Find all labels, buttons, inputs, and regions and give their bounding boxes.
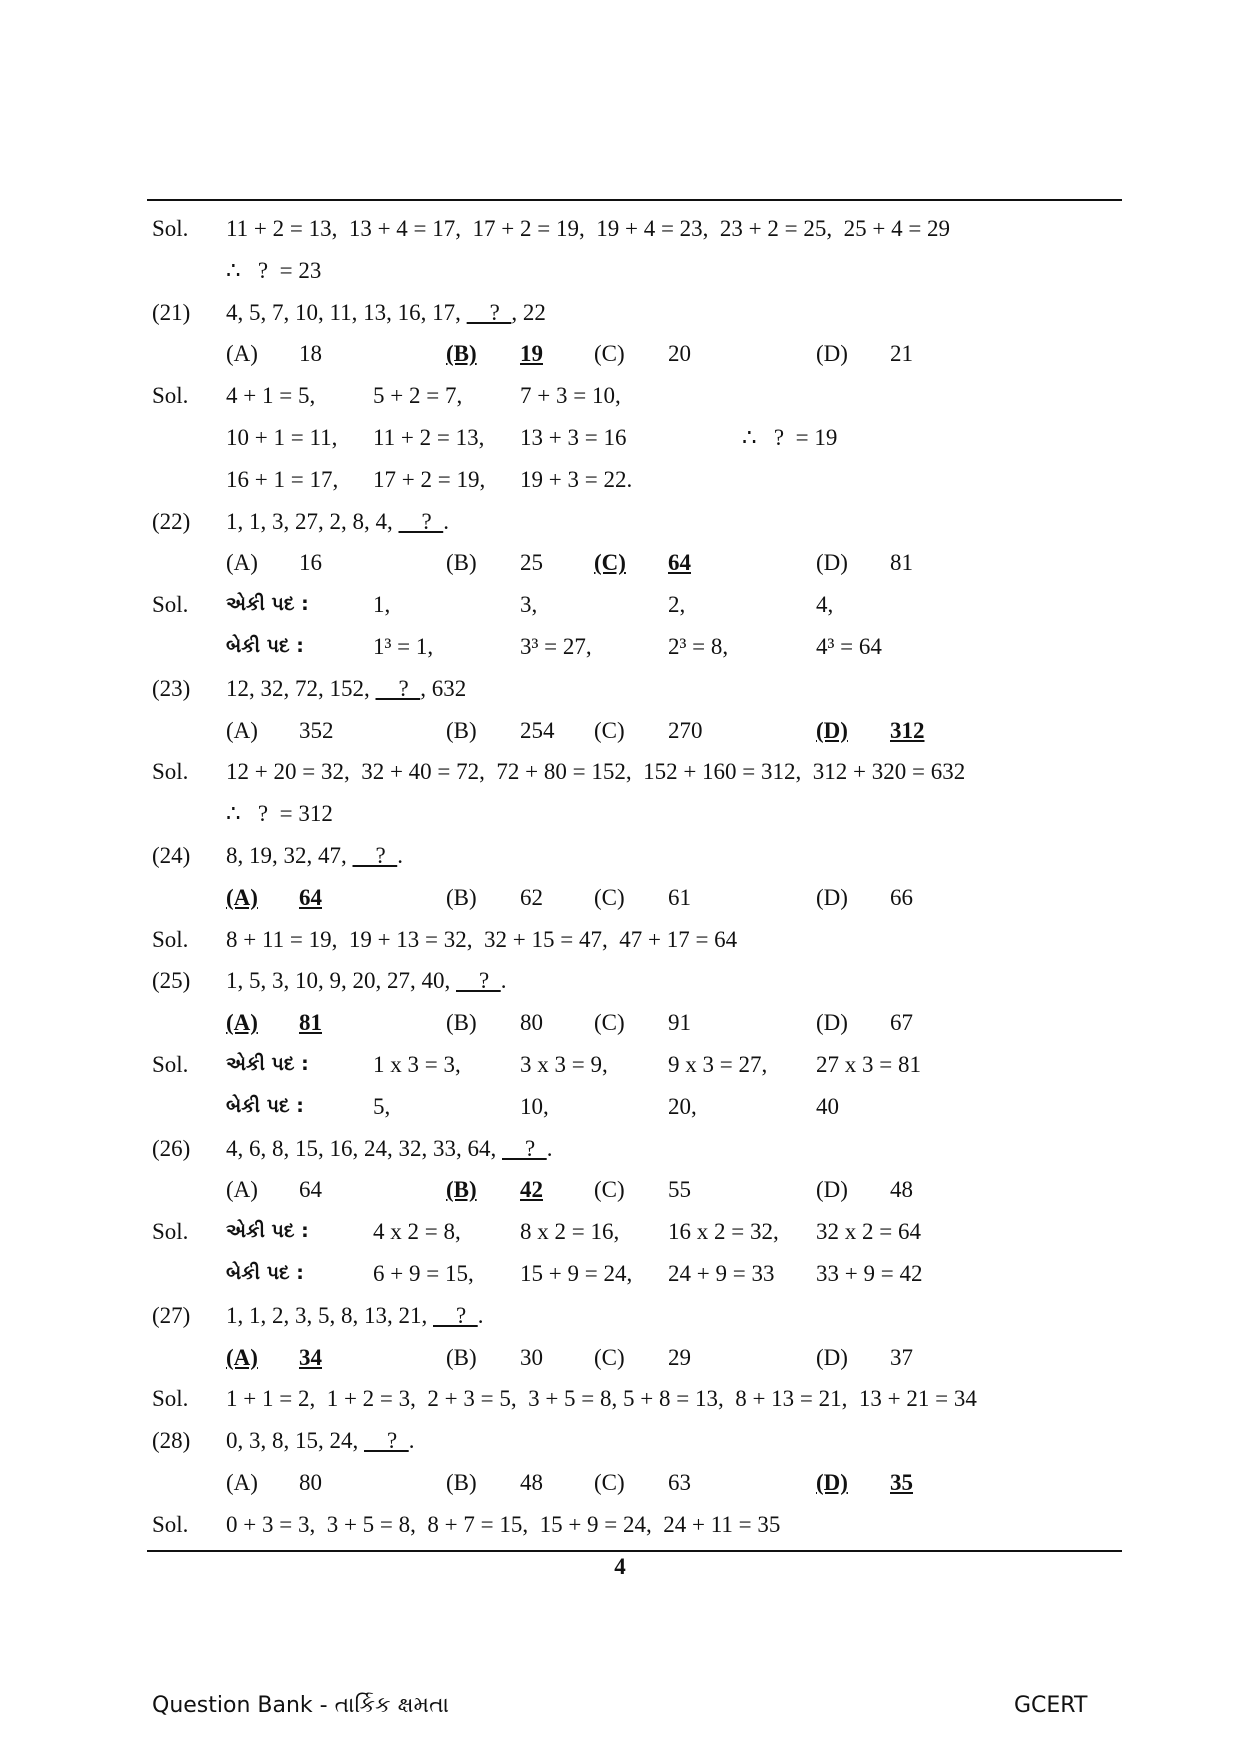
line-label: Sol. [152, 1386, 189, 1412]
answer-blank: ? [398, 508, 444, 534]
text-line [152, 459, 1122, 501]
option-letter: (C) [594, 1010, 625, 1036]
answer-blank: ? [375, 675, 421, 701]
option-letter: (D) [816, 1344, 848, 1370]
text-line [152, 1128, 1122, 1170]
option-value: 61 [668, 884, 691, 910]
option-letter: (B) [446, 884, 477, 910]
option-value: 81 [299, 1010, 322, 1036]
solution-cell: 6 + 9 = 15, [373, 1260, 474, 1286]
text-line [152, 1211, 1122, 1253]
line-label: (27) [152, 1302, 191, 1328]
line-label: Sol. [152, 1051, 189, 1077]
option-value: 254 [520, 717, 555, 743]
solution-cell: 8 x 2 = 16, [520, 1219, 620, 1245]
solution-cell: 2³ = 8, [668, 633, 729, 659]
option-letter: (B) [446, 1469, 477, 1495]
option-letter: (A) [226, 1344, 258, 1370]
text-line [152, 835, 1122, 877]
text-line [152, 208, 1122, 250]
answer-blank: ? [352, 842, 398, 868]
option-letter: (A) [226, 1010, 258, 1036]
option-value: 64 [299, 1177, 322, 1203]
option-letter: (B) [446, 717, 477, 743]
text-line [152, 1504, 1122, 1546]
series-text: . [408, 1428, 415, 1454]
text-line [152, 960, 1122, 1002]
answer-blank: ? [502, 1135, 547, 1161]
solution-cell: 32 x 2 = 64 [816, 1219, 921, 1245]
solution-cell: 7 + 3 = 10, [520, 383, 621, 409]
option-letter: (C) [594, 884, 625, 910]
line-text: 1 + 1 = 2, 1 + 2 = 3, 2 + 3 = 5, 3 + 5 = 8, 5 + 8 = 13, 8 + 13 = 21, 13 + 21 = 34 [226, 1386, 977, 1412]
line-label: Sol. [152, 216, 189, 241]
solution-cell: 15 + 9 = 24, [520, 1260, 633, 1286]
text-line [152, 1462, 1122, 1504]
option-letter: (A) [226, 1177, 258, 1203]
option-letter: (D) [816, 550, 848, 576]
text-line [152, 877, 1122, 919]
solution-cell: 11 + 2 = 13, [373, 424, 485, 450]
solution-cell: 40 [816, 1093, 839, 1119]
footer-title: Question Bank - તાર્કિક ક્ષમતા [152, 1693, 450, 1718]
line-text: 8 + 11 = 19, 19 + 13 = 32, 32 + 15 = 47, 47 + 17 = 64 [226, 926, 738, 952]
text-line [152, 710, 1122, 752]
series-text: . [546, 1135, 553, 1161]
footer-publisher: GCERT [1014, 1693, 1088, 1718]
option-letter: (D) [816, 1469, 848, 1495]
line-label: Sol. [152, 759, 189, 785]
option-value: 16 [299, 550, 322, 576]
answer-blank: ? [433, 1302, 478, 1328]
term-label: એકી પદ : [226, 593, 309, 616]
solution-cell: 16 + 1 = 17, [226, 466, 339, 492]
option-letter: (A) [226, 884, 258, 910]
answer-blank: ? [466, 299, 512, 325]
text-line [152, 250, 1122, 292]
solution-cell: 4, [816, 592, 834, 618]
line-label: (22) [152, 508, 191, 534]
option-letter: (A) [226, 550, 258, 576]
line-text: 12 + 20 = 32, 32 + 40 = 72, 72 + 80 = 152, 152 + 160 = 312, 312 + 320 = 632 [226, 759, 966, 785]
question-series [226, 1128, 552, 1170]
option-value: 67 [890, 1010, 913, 1036]
text-line [152, 375, 1122, 417]
text-line [152, 1420, 1122, 1462]
answer-blank: ? [364, 1428, 409, 1454]
option-value: 91 [668, 1010, 691, 1036]
option-letter: (A) [226, 717, 258, 743]
series-text: , 22 [511, 299, 546, 325]
option-letter: (C) [594, 341, 625, 367]
question-series [226, 1295, 483, 1337]
option-value: 62 [520, 884, 543, 910]
question-series [226, 835, 403, 877]
solution-cell: 10, [520, 1093, 549, 1119]
term-label: બેકી પદ : [226, 634, 304, 657]
series-text: . [443, 508, 449, 534]
solution-cell: ∴ ? = 19 [742, 424, 838, 450]
series-text: 1, 1, 2, 3, 5, 8, 13, 21, [226, 1302, 433, 1328]
option-value: 37 [890, 1344, 913, 1370]
series-text: . [500, 968, 507, 994]
series-text: 12, 32, 72, 152, [226, 675, 376, 701]
line-label: Sol. [152, 926, 189, 952]
text-line [152, 501, 1122, 543]
line-label: (21) [152, 299, 191, 325]
term-label: બેકી પદ : [226, 1261, 304, 1284]
line-label: (23) [152, 675, 191, 701]
solution-cell: 4 + 1 = 5, [226, 383, 316, 409]
option-value: 25 [520, 550, 543, 576]
line-label: (28) [152, 1428, 191, 1454]
option-letter: (B) [446, 1344, 477, 1370]
text-line [152, 1002, 1122, 1044]
solution-cell: 3, [520, 592, 538, 618]
option-value: 63 [668, 1469, 691, 1495]
solution-cell: 10 + 1 = 11, [226, 424, 338, 450]
series-text: 4, 5, 7, 10, 11, 13, 16, 17, [226, 299, 467, 325]
option-value: 19 [520, 341, 543, 367]
line-text: 11 + 2 = 13, 13 + 4 = 17, 17 + 2 = 19, 19 + 4 = 23, 23 + 2 = 25, 25 + 4 = 29 [226, 216, 951, 241]
option-value: 42 [520, 1177, 543, 1203]
solution-cell: 3³ = 27, [520, 633, 592, 659]
solution-cell: 9 x 3 = 27, [668, 1051, 768, 1077]
line-text: ∴ ? = 312 [226, 801, 333, 827]
text-line [152, 1295, 1122, 1337]
option-value: 48 [890, 1177, 913, 1203]
option-letter: (C) [594, 550, 626, 576]
text-line [152, 626, 1122, 668]
text-line [152, 1253, 1122, 1295]
solution-cell: 20, [668, 1093, 697, 1119]
solution-cell: 16 x 2 = 32, [668, 1219, 779, 1245]
text-line [152, 1337, 1122, 1379]
question-series [226, 501, 449, 543]
series-text: 1, 5, 3, 10, 9, 20, 27, 40, [226, 968, 456, 994]
solution-cell: 27 x 3 = 81 [816, 1051, 921, 1077]
line-label: (26) [152, 1135, 191, 1161]
line-label: (24) [152, 842, 191, 868]
option-value: 66 [890, 884, 913, 910]
option-value: 18 [299, 341, 322, 367]
option-value: 64 [299, 884, 322, 910]
option-value: 81 [890, 550, 913, 576]
option-letter: (B) [446, 550, 477, 576]
option-value: 29 [668, 1344, 691, 1370]
option-value: 48 [520, 1469, 543, 1495]
option-letter: (D) [816, 884, 848, 910]
option-letter: (C) [594, 1469, 625, 1495]
option-value: 20 [668, 341, 691, 367]
solution-cell: 33 + 9 = 42 [816, 1260, 923, 1286]
option-letter: (B) [446, 341, 477, 367]
option-letter: (B) [446, 1010, 477, 1036]
solution-cell: 3 x 3 = 9, [520, 1051, 608, 1077]
text-line [152, 542, 1122, 584]
option-letter: (D) [816, 341, 848, 367]
line-label: Sol. [152, 1511, 189, 1537]
option-value: 64 [668, 550, 691, 576]
text-line [152, 793, 1122, 835]
text-line [152, 584, 1122, 626]
solution-cell: 1 x 3 = 3, [373, 1051, 461, 1077]
option-value: 21 [890, 341, 913, 367]
solution-cell: 1, [373, 592, 391, 618]
text-line [152, 292, 1122, 334]
text-line [152, 919, 1122, 961]
option-value: 34 [299, 1344, 322, 1370]
option-letter: (A) [226, 341, 258, 367]
line-label: Sol. [152, 383, 189, 409]
option-letter: (D) [816, 1177, 848, 1203]
option-letter: (B) [446, 1177, 477, 1203]
series-text: 8, 19, 32, 47, [226, 842, 353, 868]
option-value: 35 [890, 1469, 913, 1495]
text-line [152, 1378, 1122, 1420]
text-line [152, 668, 1122, 710]
solution-cell: 4³ = 64 [816, 633, 882, 659]
text-line [152, 1169, 1122, 1211]
text-line [152, 751, 1122, 793]
series-text: 4, 6, 8, 15, 16, 24, 32, 33, 64, [226, 1135, 502, 1161]
series-text: , 632 [420, 675, 467, 701]
solution-cell: 13 + 3 = 16 [520, 424, 627, 450]
line-label: Sol. [152, 592, 189, 618]
question-series [226, 668, 466, 710]
text-line [152, 1086, 1122, 1128]
solution-cell: 1³ = 1, [373, 633, 434, 659]
line-label: Sol. [152, 1219, 189, 1245]
series-text: 0, 3, 8, 15, 24, [226, 1428, 364, 1454]
top-rule [147, 199, 1122, 201]
solution-cell: 24 + 9 = 33 [668, 1260, 775, 1286]
term-label: એકી પદ : [226, 1052, 309, 1075]
option-value: 312 [890, 717, 925, 743]
term-label: બેકી પદ : [226, 1094, 304, 1117]
page-number: 4 [614, 1554, 626, 1579]
line-text: 0 + 3 = 3, 3 + 5 = 8, 8 + 7 = 15, 15 + 9 = 24, 24 + 11 = 35 [226, 1511, 781, 1537]
option-letter: (C) [594, 717, 625, 743]
question-series [226, 1420, 414, 1462]
text-line [152, 417, 1122, 459]
option-letter: (C) [594, 1344, 625, 1370]
option-value: 80 [520, 1010, 543, 1036]
option-value: 30 [520, 1344, 543, 1370]
question-content [152, 208, 1122, 1546]
option-value: 352 [299, 717, 334, 743]
option-letter: (D) [816, 1010, 848, 1036]
solution-cell: 5, [373, 1093, 391, 1119]
option-value: 80 [299, 1469, 322, 1495]
option-letter: (A) [226, 1469, 258, 1495]
series-text: . [477, 1302, 484, 1328]
text-line [152, 333, 1122, 375]
solution-cell: 5 + 2 = 7, [373, 383, 463, 409]
solution-cell: 17 + 2 = 19, [373, 466, 486, 492]
bottom-rule [147, 1550, 1122, 1552]
option-letter: (D) [816, 717, 848, 743]
solution-cell: 2, [668, 592, 686, 618]
line-text: ∴ ? = 23 [226, 257, 322, 283]
series-text: 1, 1, 3, 27, 2, 8, 4, [226, 508, 399, 534]
text-line [152, 1044, 1122, 1086]
term-label: એકી પદ : [226, 1220, 309, 1243]
option-value: 270 [668, 717, 703, 743]
option-value: 55 [668, 1177, 691, 1203]
option-letter: (C) [594, 1177, 625, 1203]
answer-blank: ? [456, 968, 501, 994]
solution-cell: 19 + 3 = 22. [520, 466, 633, 492]
solution-cell: 4 x 2 = 8, [373, 1219, 461, 1245]
line-label: (25) [152, 968, 191, 994]
question-series [226, 960, 506, 1002]
question-series [226, 292, 546, 334]
series-text: . [397, 842, 403, 868]
